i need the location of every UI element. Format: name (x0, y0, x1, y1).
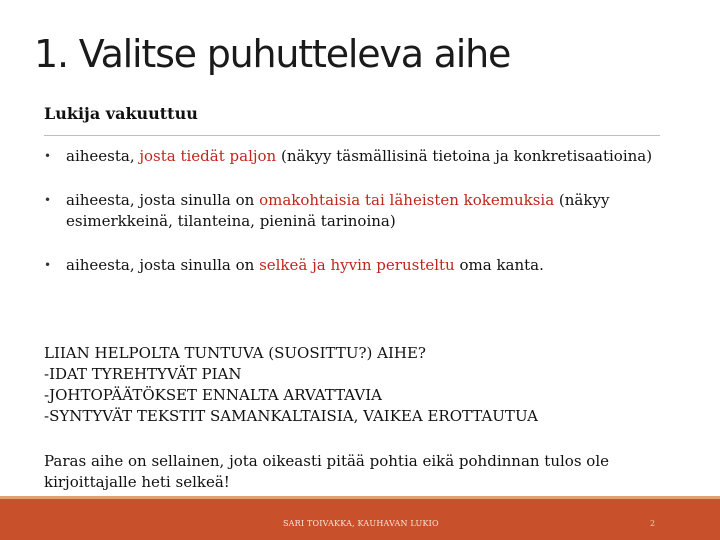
closing-text: Paras aihe on sellainen, jota oikeasti pitää pohtia eikä pohdinnan tulos ole kirjoittajalle heti selkeä! (44, 452, 609, 491)
caps-line: -IDAT TYREHTYVÄT PIAN (44, 365, 242, 383)
bullet-item (44, 190, 664, 232)
bullet-item (44, 146, 664, 167)
bullet-text: (näkyy täsmällisinä tietoina ja konkretisaatioina) (276, 147, 653, 165)
bullet-text: oma kanta. (454, 256, 544, 274)
footer-bar (0, 496, 720, 540)
slide-subtitle: Lukija vakuuttuu (44, 104, 198, 123)
bullet-text: aiheesta, josta sinulla on (66, 191, 260, 209)
bullet-highlight: selkeä ja hyvin perusteltu (259, 256, 455, 274)
bullet-list (44, 146, 664, 299)
bullet-dot-icon: • (44, 193, 52, 207)
bullet-dot-icon: • (44, 258, 52, 272)
slide-title: 1. Valitse puhutteleva aihe (34, 32, 511, 76)
bullet-item (44, 255, 664, 276)
divider-line (44, 135, 660, 136)
caps-block (44, 343, 684, 427)
bullet-text: aiheesta, (66, 147, 140, 165)
bullet-text: (näkyy esimerkkeinä, tilanteina, pieninä tarinoina) (66, 191, 610, 230)
bullet-dot-icon: • (44, 149, 52, 163)
bullet-highlight: omakohtaisia tai läheisten kokemuksia (259, 191, 555, 209)
page-number: 2 (650, 519, 656, 528)
bullet-text: aiheesta, josta sinulla on (66, 256, 260, 274)
caps-line: -JOHTOPÄÄTÖKSET ENNALTA ARVATTAVIA (44, 386, 382, 404)
caps-line: LIIAN HELPOLTA TUNTUVA (SUOSITTU?) AIHE? (44, 344, 426, 362)
bullet-highlight: josta tiedät paljon (139, 147, 277, 165)
footer-author: SARI TOIVAKKA, KAUHAVAN LUKIO (283, 519, 439, 528)
caps-line: -SYNTYVÄT TEKSTIT SAMANKALTAISIA, VAIKEA EROTTAUTUA (44, 407, 538, 425)
